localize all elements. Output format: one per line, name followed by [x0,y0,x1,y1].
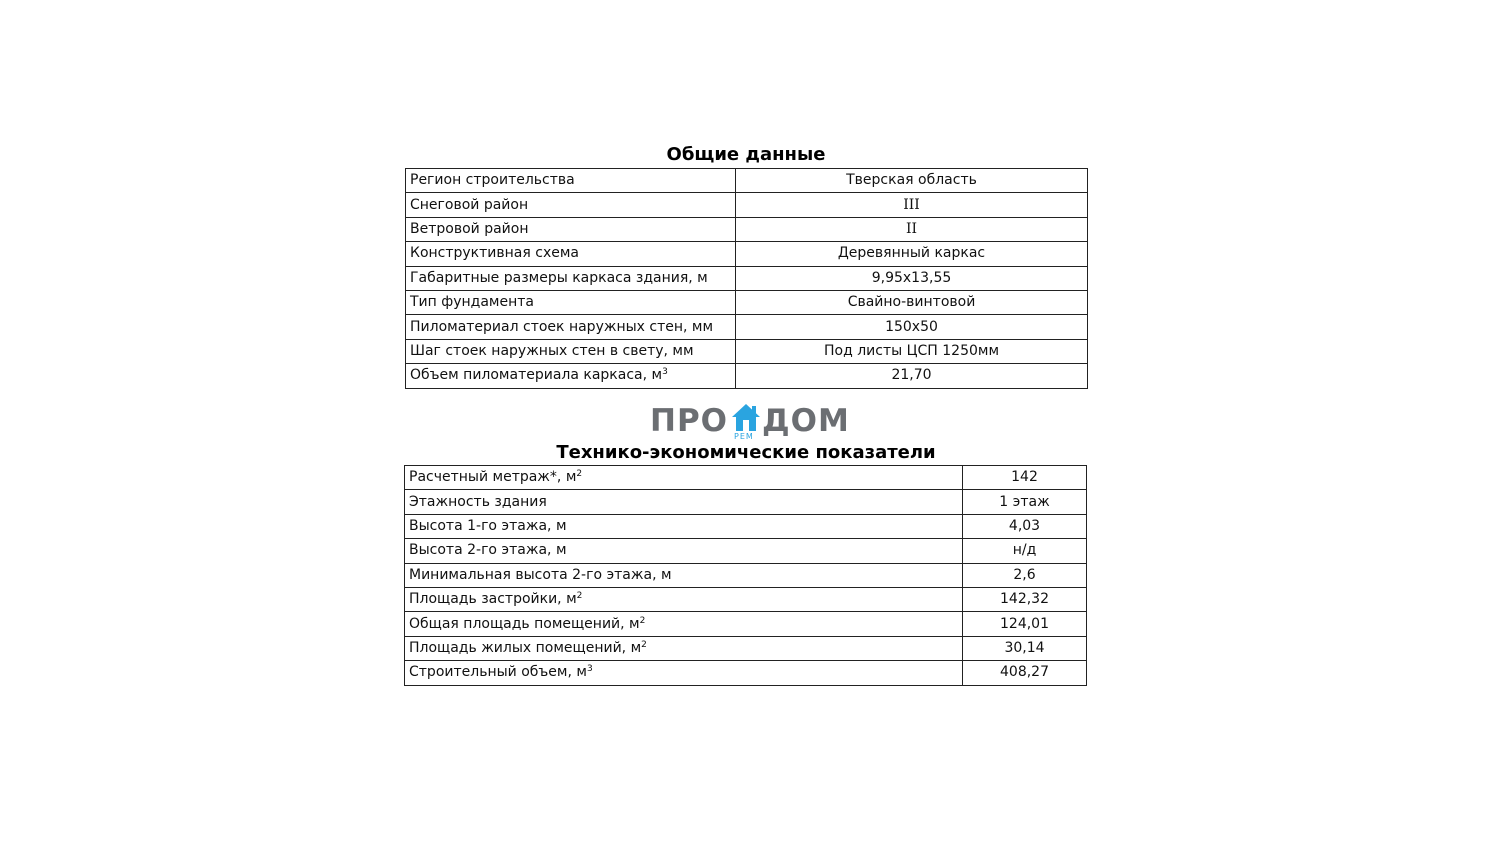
row-label: Площадь застройки, $м^2$ [405,587,963,611]
table-row [406,290,1088,314]
table-row [406,169,1088,193]
row-label: Расчетный метраж*, $м^2$ [405,466,963,490]
table-row [406,315,1088,339]
row-value: 4,03 [963,514,1087,538]
row-value: Деревянный каркас [736,242,1088,266]
row-label: Габаритные размеры каркаса здания, м [406,266,736,290]
table-row [405,490,1087,514]
row-value: 21,70 [736,364,1088,388]
row-label: Тип фундамента [406,290,736,314]
row-value: 9,95х13,55 [736,266,1088,290]
table-row [405,612,1087,636]
row-value: II [736,217,1088,241]
unit-superscript: 2 [641,639,647,650]
row-label: Конструктивная схема [406,242,736,266]
row-label: Площадь жилых помещений, $м^2$ [405,636,963,660]
unit-superscript: 2 [639,615,646,626]
table-row [405,587,1087,611]
row-value: Свайно-винтовой [736,290,1088,314]
row-value: 142,32 [963,587,1087,611]
table-row [406,364,1088,388]
row-label: Объем пиломатериала каркаса, $м^3$ [406,364,736,388]
unit-superscript: 2 [576,591,583,602]
row-value: Тверская область [736,169,1088,193]
table-row [406,266,1088,290]
row-label: Высота 1-го этажа, м [405,514,963,538]
row-value: 124,01 [963,612,1087,636]
house-icon [730,402,762,436]
unit-superscript: 3 [662,367,668,378]
row-label: Этажность здания [405,490,963,514]
logo-subtext: РЕМ [734,432,754,441]
row-value: 142 [963,466,1087,490]
row-label: Ветровой район [406,217,736,241]
row-value: 408,27 [963,661,1087,685]
logo-text-right: ДОМ [762,403,850,439]
indicators-table [404,465,1087,686]
table-row [405,636,1087,660]
general-data-title: Общие данные [666,144,826,165]
row-label: Шаг стоек наружных стен в свету, мм [406,339,736,363]
table-row [406,193,1088,217]
row-value: н/д [963,539,1087,563]
table-row [406,217,1088,241]
table-row [405,514,1087,538]
row-label: Строительный объем, $м^3$ [405,661,963,685]
table-row [405,661,1087,685]
row-label: Высота 2-го этажа, м [405,539,963,563]
indicators-title: Технико-экономические показатели [556,442,936,463]
table-row [406,339,1088,363]
table-row [405,563,1087,587]
general-data-table [405,168,1088,389]
unit-superscript: 3 [586,664,593,675]
row-label: Минимальная высота 2-го этажа, м [405,563,963,587]
row-value: 30,14 [963,636,1087,660]
table-row [406,242,1088,266]
table-row [405,539,1087,563]
row-label: Снеговой район [406,193,736,217]
row-value: III [736,193,1088,217]
row-value: Под листы ЦСП 1250мм [736,339,1088,363]
row-label: Общая площадь помещений, $м^2$ [405,612,963,636]
row-value: 1 этаж [963,490,1087,514]
row-label: Пиломатериал стоек наружных стен, мм [406,315,736,339]
row-label: Регион строительства [406,169,736,193]
prodom-logo [650,402,850,444]
logo-text-left: ПРО [650,403,729,439]
row-value: 150х50 [736,315,1088,339]
unit-superscript: 2 [576,469,583,480]
row-value: 2,6 [963,563,1087,587]
table-row [405,466,1087,490]
